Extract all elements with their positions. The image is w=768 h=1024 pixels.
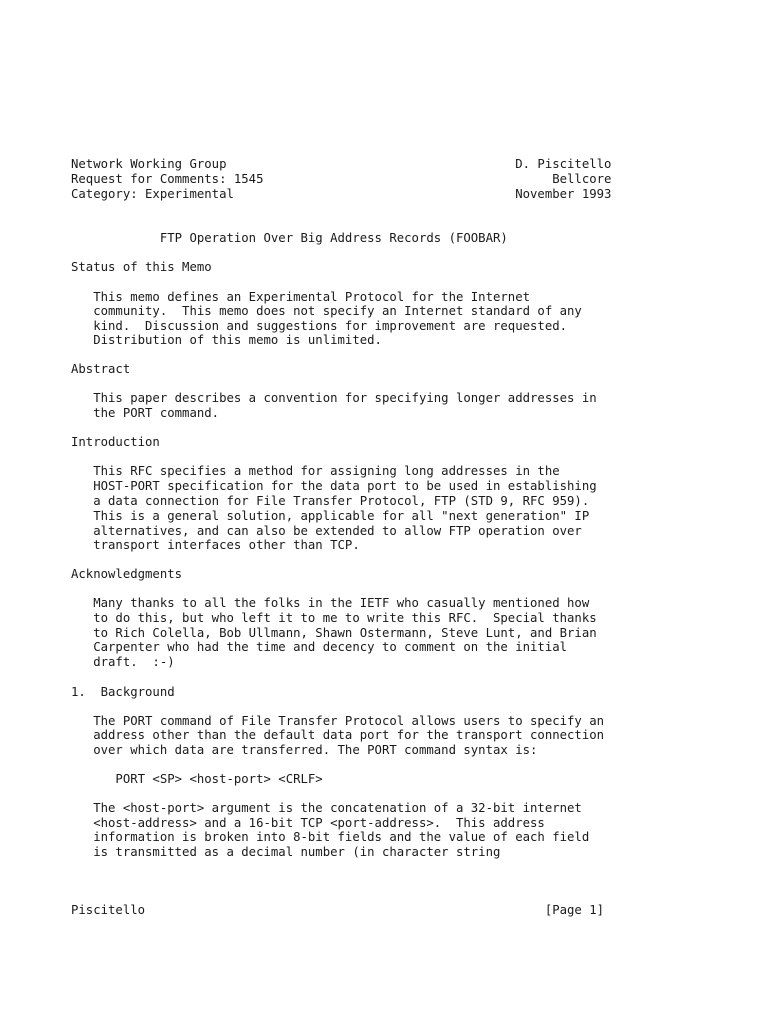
abstract-line: This paper describes a convention for specifying longer addresses in (71, 391, 597, 405)
background-line: over which data are transferred. The PORT command syntax is: (71, 743, 538, 757)
acknowledgments-line: Many thanks to all the folks in the IETF who casually mentioned how (71, 596, 590, 610)
page-footer: Piscitello [Page 1] (71, 903, 605, 917)
abstract-line: the PORT command. (71, 406, 220, 420)
introduction-line: This is a general solution, applicable for all "next generation" IP (71, 509, 590, 523)
background-line: is transmitted as a decimal number (in character string (71, 845, 501, 859)
acknowledgments-line: to Rich Colella, Bob Ullmann, Shawn Ostermann, Steve Lunt, and Brian (71, 626, 597, 640)
acknowledgments-line: to do this, but who left it to me to write this RFC. Special thanks (71, 611, 597, 625)
acknowledgments-line: draft. :-) (71, 655, 175, 669)
section-heading-status: Status of this Memo (71, 260, 212, 274)
status-line: Distribution of this memo is unlimited. (71, 333, 382, 347)
section-heading-acknowledgments: Acknowledgments (71, 567, 183, 581)
introduction-line: transport interfaces other than TCP. (71, 538, 360, 552)
background-line: information is broken into 8-bit fields and the value of each field (71, 830, 590, 844)
introduction-line: a data connection for File Transfer Protocol, FTP (STD 9, RFC 959). (71, 494, 590, 508)
introduction-line: alternatives, and can also be extended to allow FTP operation over (71, 524, 582, 538)
background-line: The PORT command of File Transfer Protocol allows users to specify an (71, 714, 605, 728)
status-line: kind. Discussion and suggestions for improvement are requested. (71, 319, 568, 333)
section-heading-introduction: Introduction (71, 435, 160, 449)
status-line: community. This memo does not specify an Internet standard of any (71, 304, 582, 318)
section-heading-abstract: Abstract (71, 362, 131, 376)
header-line-category: Category: Experimental November 1993 (71, 187, 612, 201)
status-line: This memo defines an Experimental Protocol for the Internet (71, 290, 531, 304)
introduction-line: This RFC specifies a method for assigning long addresses in the (71, 464, 560, 478)
header-line-working-group: Network Working Group D. Piscitello (71, 157, 612, 171)
background-line: <host-address> and a 16-bit TCP <port-address>. This address (71, 816, 545, 830)
document-title: FTP Operation Over Big Address Records (FOOBAR) (71, 231, 508, 245)
section-heading-background: 1. Background (71, 685, 175, 699)
port-command-syntax: PORT <SP> <host-port> <CRLF> (71, 772, 323, 786)
background-line: The <host-port> argument is the concatenation of a 32-bit internet (71, 801, 582, 815)
introduction-line: HOST-PORT specification for the data port to be used in establishing (71, 479, 597, 493)
acknowledgments-line: Carpenter who had the time and decency to comment on the initial (71, 640, 568, 654)
header-line-rfc-number: Request for Comments: 1545 Bellcore (71, 172, 612, 186)
background-line: address other than the default data port for the transport connection (71, 728, 605, 742)
